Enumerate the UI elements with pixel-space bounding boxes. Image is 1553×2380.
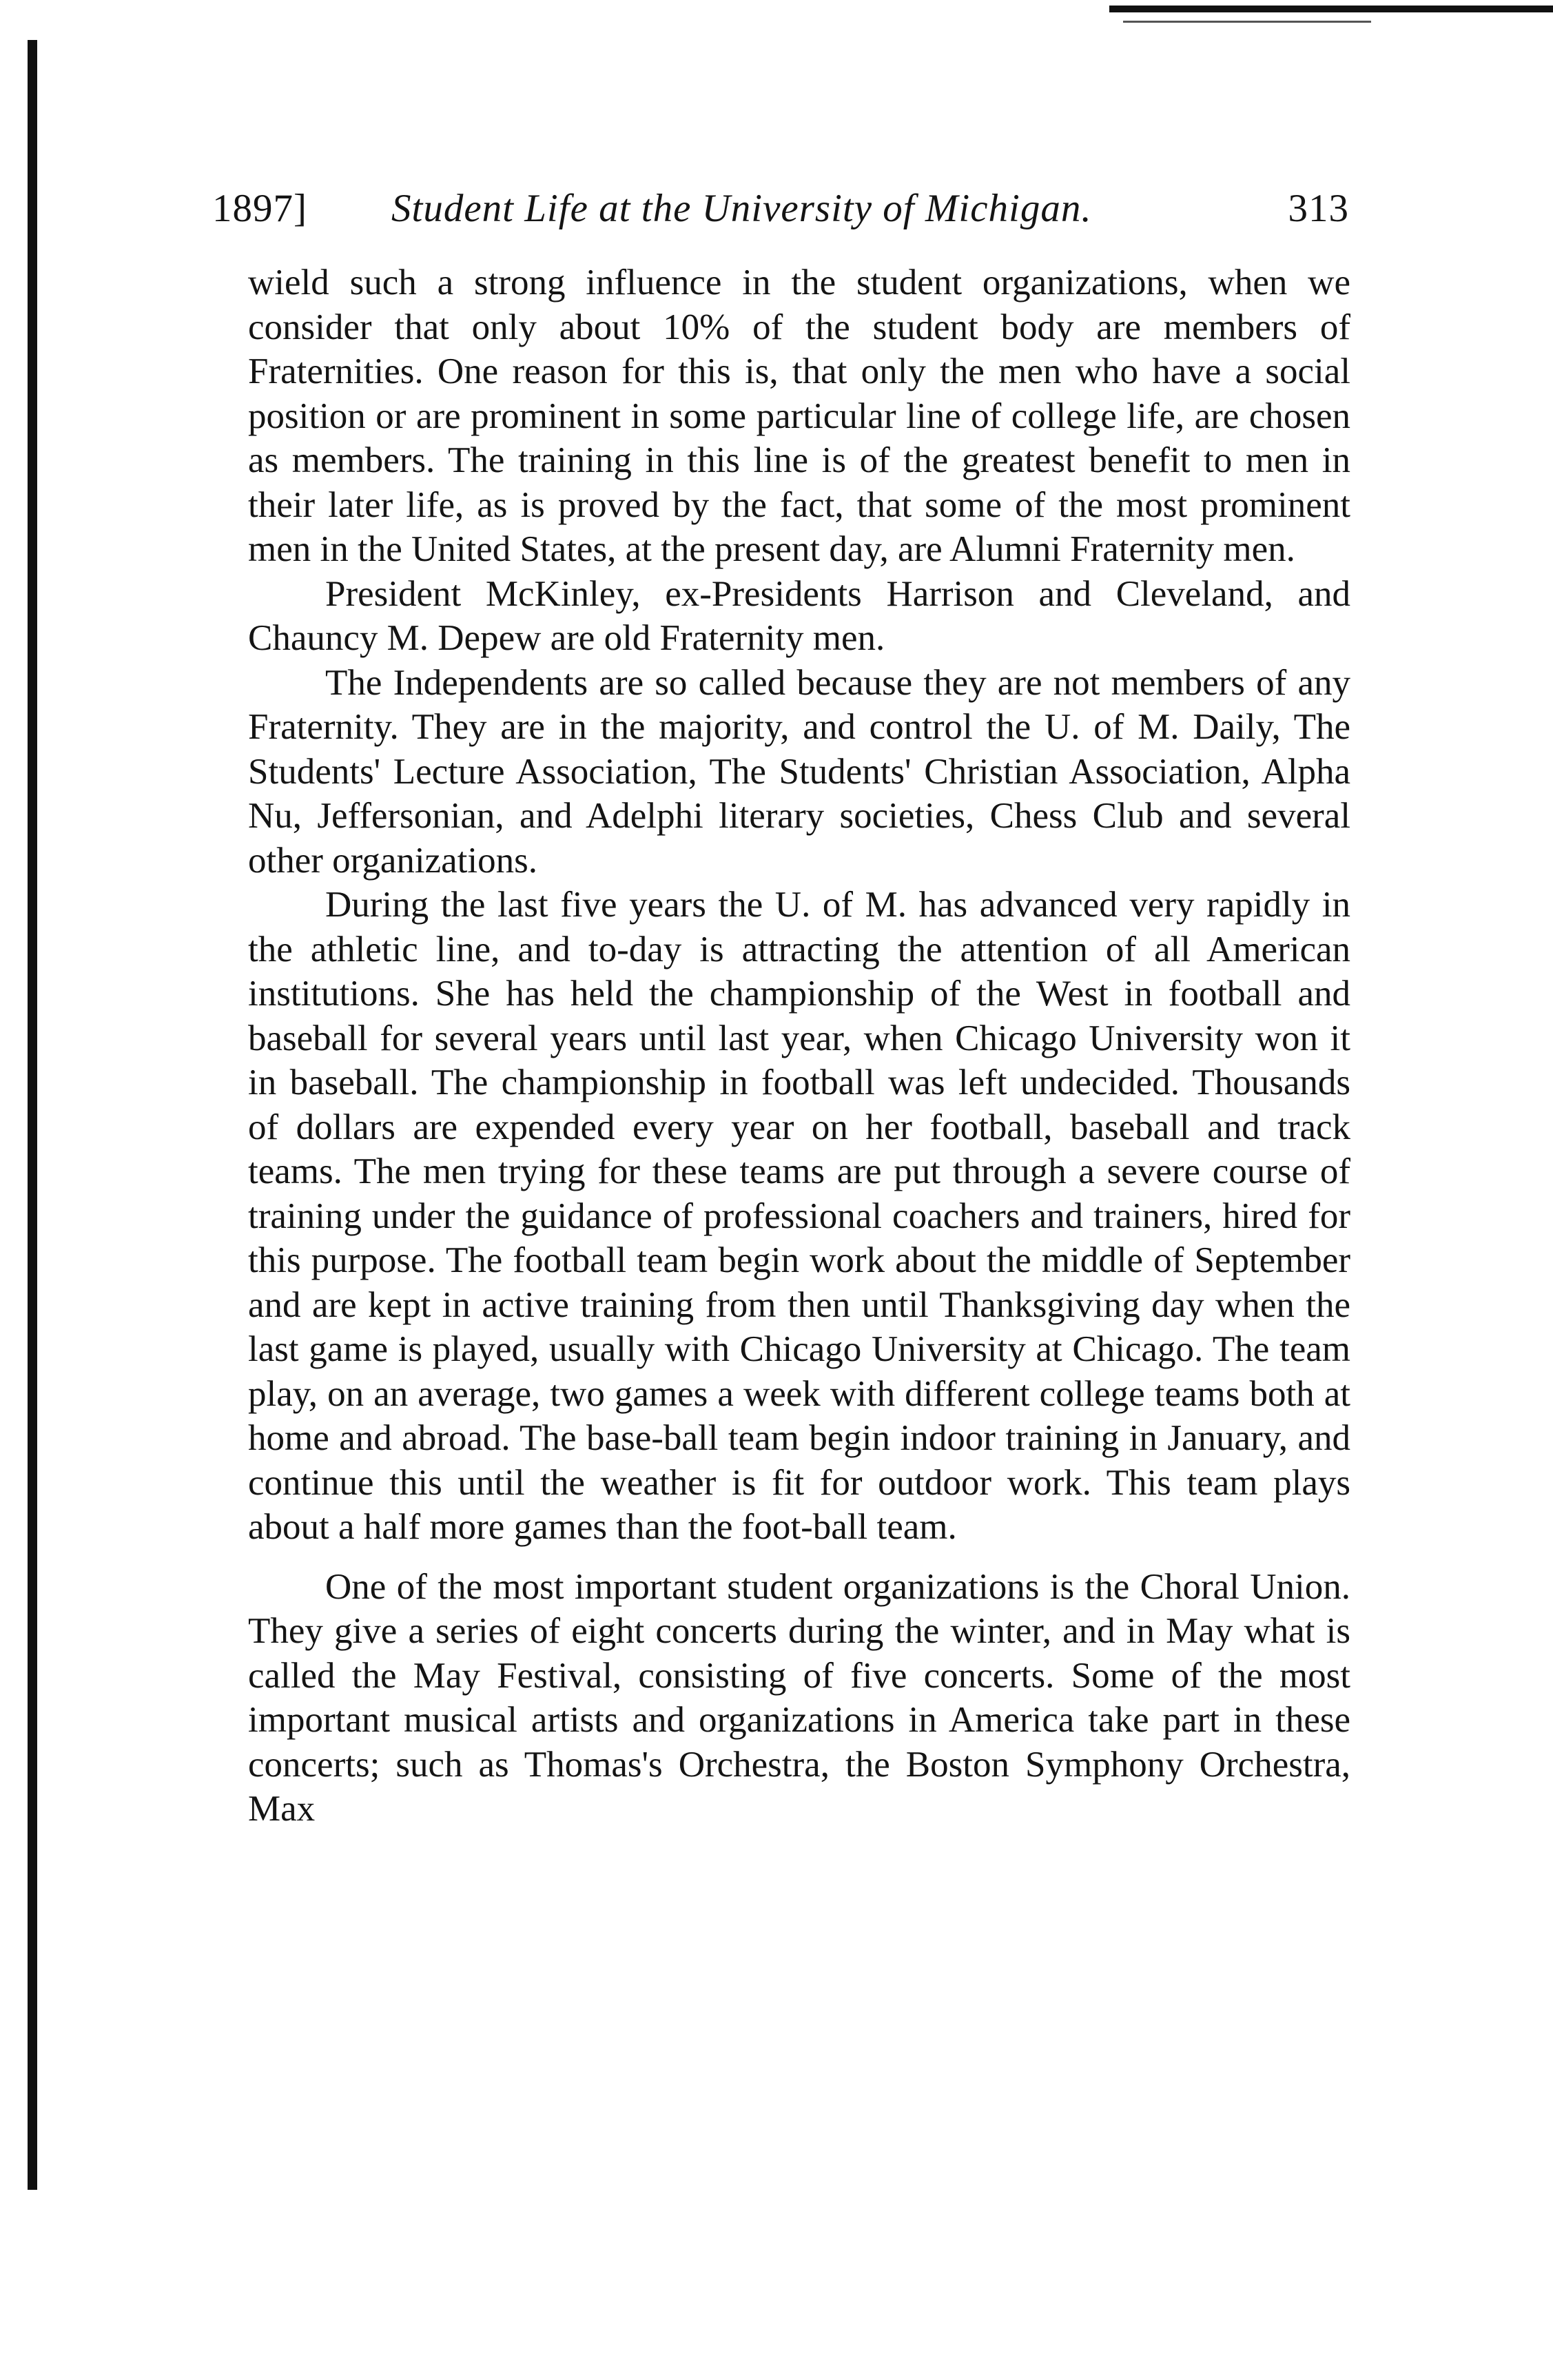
scan-top-rule bbox=[1109, 6, 1553, 12]
page-body bbox=[248, 260, 1350, 1832]
running-head bbox=[212, 183, 1349, 235]
paragraph-fraternities-continued: wield such a strong influence in the student organizations, when we consider that only about 10% of the student body are members of Fraternities. One reason for this is, that only the men who have a social position or are prominent in some particular line of college life, are chosen as members. The training in this line is of the greatest benefit to men in their later life, as is proved by the fact, that some of the most prominent men in the United States, at the present day, are Alumni Fraternity men. bbox=[248, 263, 1350, 569]
scan-top-rule-thin bbox=[1123, 21, 1371, 23]
running-head-title: Student Life at the University of Michigan. bbox=[391, 187, 1092, 230]
paragraph-independents: The Independents are so called because they are not members of any Fraternity. They are in the majority, and control the U. of M. Daily, The Students' Lecture Association, The Students' Christian Association, Alpha Nu, Jeffersonian, and Adelphi literary societies, Chess Club and several other organizations. bbox=[248, 662, 1350, 881]
running-head-year: 1897] bbox=[212, 187, 307, 230]
scan-edge-rule bbox=[28, 40, 37, 2190]
page-number: 313 bbox=[1288, 187, 1349, 230]
paragraph-choral-union: One of the most important student organizations is the Choral Union. They give a series of eight concerts during the winter, and in May what is called the May Festival, consisting of five concerts. Some of the most important musical artists and organizations in America take part in these concerts; such as Thomas's Orchestra, the Boston Symphony Orchestra, Max bbox=[248, 1566, 1350, 1829]
paragraph-fraternity-men: President McKinley, ex-Presidents Harrison and Cleveland, and Chauncy M. Depew are old Fraternity men. bbox=[248, 573, 1350, 658]
paragraph-athletics: During the last five years the U. of M. has advanced very rapidly in the athletic line, and to-day is attracting the attention of all American institutions. She has held the championship of the West in football and baseball for several years until last year, when Chicago University won it in baseball. The championship in football was left undecided. Thousands of dollars are expended every year on her football, baseball and track teams. The men trying for these teams are put through a severe course of training under the guidance of professional coachers and trainers, hired for this purpose. The football team begin work about the middle of September and are kept in active training from then until Thanksgiving day when the last game is played, usually with Chicago University at Chicago. The team play, on an average, two games a week with different college teams both at home and abroad. The base-ball team begin indoor training in January, and continue this until the weather is fit for outdoor work. This team plays about a half more games than the foot-ball team. bbox=[248, 885, 1350, 1547]
